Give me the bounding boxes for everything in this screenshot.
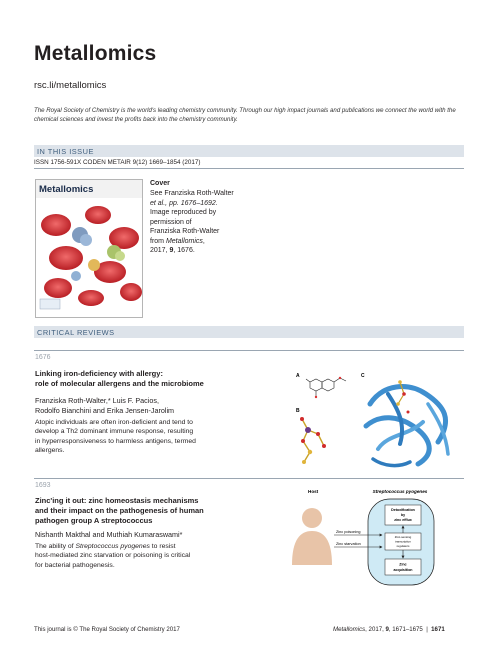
panel-label-c: C: [361, 373, 365, 379]
footer-citation: Metallomics, 2017, 9, 1671–1675 | 1671: [333, 626, 445, 633]
article-page-number[interactable]: 1676: [35, 354, 51, 361]
human-silhouette-icon: [292, 508, 332, 565]
panel-label-a: A: [296, 373, 300, 379]
page-number: 1671: [431, 626, 445, 633]
detox-label: Detoxification: [391, 508, 415, 512]
issn-line: ISSN 1756-591X CODEN METAIR 9(12) 1669–1854 (2017): [34, 159, 201, 166]
rsc-blurb: The Royal Society of Chemistry is the world's leading chemistry community. Through our high impact journals and publications we connect the world with the chemical sciences and invest the profits back into the chemistry community.: [34, 107, 456, 123]
bacteria-label: Streptococcus pyogenes: [372, 489, 428, 494]
footer-separator: |: [426, 626, 428, 633]
article-title[interactable]: Linking iron-deficiency with allergy: role of molecular allergens and the microbiome: [35, 369, 204, 389]
cover-image-title: Metallomics: [39, 184, 94, 195]
footer-copyright: This journal is © The Royal Society of Chemistry 2017: [34, 626, 180, 633]
divider: [34, 168, 464, 169]
host-label: Host: [308, 489, 319, 494]
critical-reviews-bar: [34, 326, 464, 338]
cover-credit-line: 2017, 9, 1676.: [150, 247, 195, 255]
article-abstract: Atopic individuals are often iron-deficient and tend to develop a Th2 dominant immune response, resulting in hyperresponsiveness to harmless antigens, termed allergens.: [35, 419, 196, 455]
cover-artwork: [36, 180, 142, 317]
detox-label: by: [400, 513, 406, 517]
cover-credit: [150, 189, 250, 256]
chemical-structure: [306, 377, 346, 398]
panel-label-b: B: [296, 408, 300, 414]
ligand-model: [300, 417, 326, 464]
critical-reviews-heading: CRITICAL REVIEWS: [37, 327, 115, 337]
sensing-label: Zinc-sensing: [394, 535, 412, 539]
divider: [34, 350, 464, 351]
in-this-issue-bar: [34, 145, 464, 157]
toc-graphic-protein[interactable]: [288, 364, 468, 476]
cover-credit-line: from Metallomics,: [150, 237, 205, 245]
journal-url[interactable]: rsc.li/metallomics: [34, 80, 107, 91]
zinc-starvation-label: Zinc starvation: [336, 542, 361, 546]
detox-label: zinc efflux: [394, 518, 412, 522]
cover-image[interactable]: [35, 179, 143, 318]
article-authors: Nishanth Makthal and Muthiah Kumaraswami*: [35, 530, 183, 539]
article-title[interactable]: Zinc'ing it out: zinc homeostasis mechanisms and their impact on the pathogenesis of human pathogen group A streptococcus: [35, 496, 204, 526]
article-authors: Franziska Roth-Walter,* Luis F. Pacios, Rodolfo Bianchini and Erika Jensen-Jarolim: [35, 396, 175, 415]
sensing-label: regulators: [396, 544, 410, 548]
journal-title: Metallomics: [34, 42, 157, 65]
zinc-poisoning-label: Zinc poisoning: [336, 530, 361, 534]
cover-credit-line: See Franziska Roth-Walter: [150, 190, 234, 197]
article-page-number[interactable]: 1693: [35, 482, 51, 489]
cover-credit-line: Franziska Roth-Walter: [150, 228, 220, 236]
acquisition-label: Zinc: [399, 562, 407, 567]
protein-ribbon: [366, 387, 448, 466]
acquisition-label: acquisition: [393, 568, 413, 572]
article-abstract: The ability of Streptococcus pyogenes to resist host-mediated zinc starvation or poisoning is critical for bacterial pathogenesis.: [35, 543, 191, 569]
divider: [34, 478, 464, 479]
sensing-label: transcription: [395, 539, 411, 544]
in-this-issue-heading: IN THIS ISSUE: [37, 146, 94, 156]
cover-credit-line: permission of: [150, 218, 192, 226]
zinc-acquisition-box: [385, 559, 421, 575]
toc-graphic-zinc[interactable]: [290, 485, 467, 592]
cover-credit-line: Image reproduced by: [150, 209, 217, 217]
cover-credit-line: et al., pp. 1676–1692.: [150, 199, 218, 207]
cover-heading: Cover: [150, 180, 170, 187]
